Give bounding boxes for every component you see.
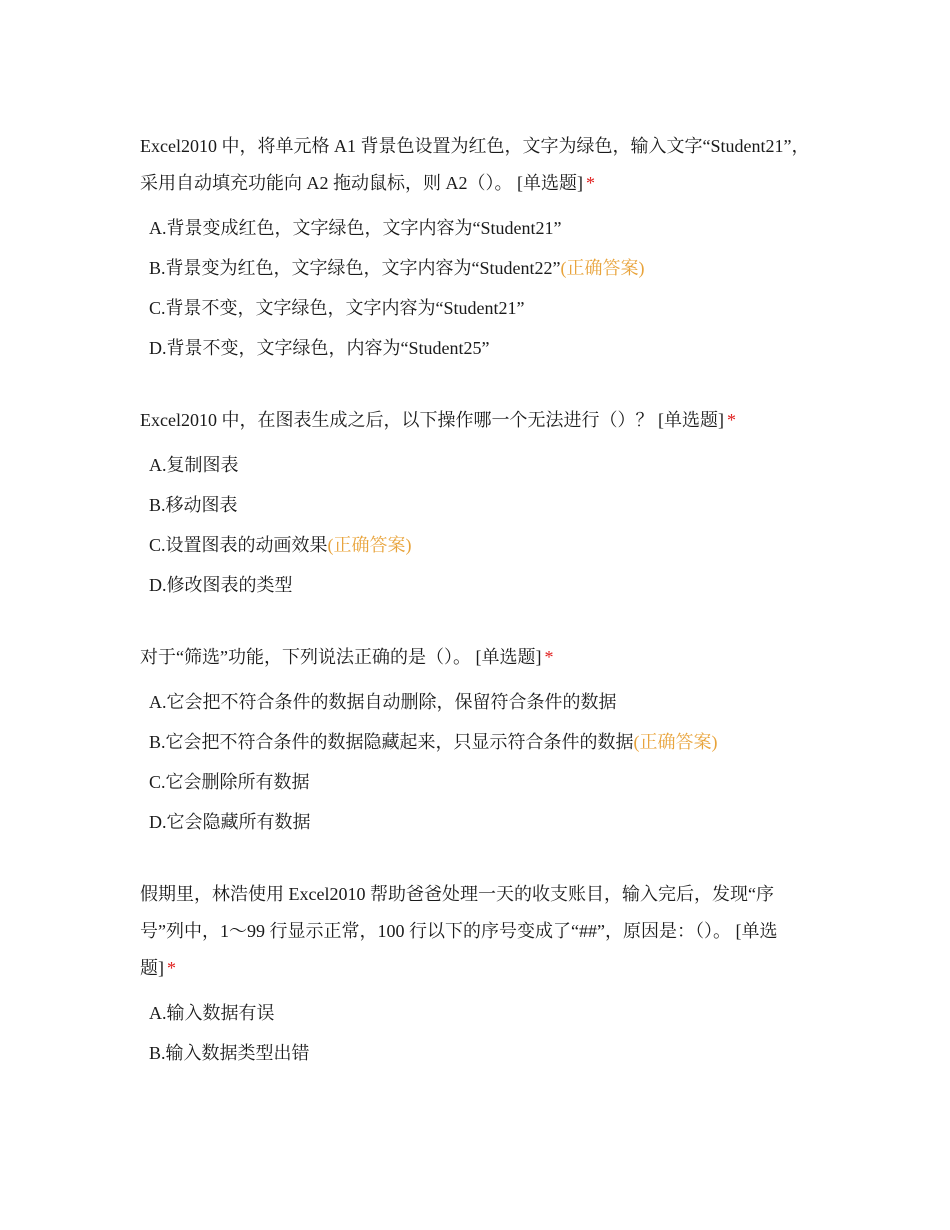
option-list: [140, 445, 810, 605]
option-text: B.输入数据类型出错: [149, 1043, 310, 1063]
option-list: [140, 682, 810, 842]
option-b[interactable]: [149, 1033, 810, 1073]
option-c[interactable]: [149, 525, 810, 565]
question-stem: [140, 402, 810, 439]
question-stem: [140, 876, 810, 987]
option-d[interactable]: [149, 802, 810, 842]
question-type-label: [单选题]: [140, 921, 778, 978]
required-mark: *: [726, 410, 736, 430]
option-text: C.它会删除所有数据: [149, 772, 310, 792]
option-text: D.修改图表的类型: [149, 575, 293, 595]
option-list: [140, 208, 810, 368]
option-text: A.复制图表: [149, 455, 239, 475]
question-text: Excel2010 中，在图表生成之后，以下操作哪一个无法进行（）？: [140, 410, 654, 430]
required-mark: *: [167, 958, 176, 978]
option-text: B.它会把不符合条件的数据隐藏起来，只显示符合条件的数据: [149, 732, 634, 752]
option-text: B.移动图表: [149, 495, 238, 515]
option-text: A.输入数据有误: [149, 1003, 275, 1023]
option-text: D.它会隐藏所有数据: [149, 812, 311, 832]
question-type-label: [单选题]: [517, 173, 583, 193]
question-text: Excel2010 中，将单元格 A1 背景色设置为红色，文字为绿色，输入文字“Student21”，采用自动填充功能向 A2 拖动鼠标，则 A2（）。: [140, 136, 810, 193]
option-text: B.背景变为红色，文字绿色，文字内容为“Student22”: [149, 258, 561, 278]
option-list: [140, 993, 810, 1073]
question-4: [140, 876, 810, 1073]
correct-answer-mark: (正确答案): [560, 258, 645, 278]
required-mark: *: [586, 173, 595, 193]
option-a[interactable]: [149, 682, 810, 722]
question-text: 对于“筛选”功能，下列说法正确的是（）。: [140, 647, 471, 667]
option-d[interactable]: [149, 565, 810, 605]
option-b[interactable]: [149, 248, 810, 288]
question-type-label: [单选题]: [475, 647, 542, 667]
correct-answer-mark: (正确答案): [327, 535, 412, 555]
option-text: D.背景不变，文字绿色，内容为“Student25”: [149, 338, 490, 358]
option-b[interactable]: [149, 722, 810, 762]
question-2: [140, 402, 810, 605]
question-text: 假期里，林浩使用 Excel2010 帮助爸爸处理一天的收支账目，输入完后，发现“序号”列中，1～99 行显示正常，100 行以下的序号变成了“##”，原因是：（）。: [140, 884, 774, 941]
question-stem: [140, 128, 810, 202]
option-a[interactable]: [149, 208, 810, 248]
option-b[interactable]: [149, 485, 810, 525]
option-text: C.设置图表的动画效果: [149, 535, 328, 555]
option-text: C.背景不变，文字绿色，文字内容为“Student21”: [149, 298, 525, 318]
option-a[interactable]: [149, 993, 810, 1033]
option-text: A.背景变成红色，文字绿色，文字内容为“Student21”: [149, 218, 562, 238]
option-d[interactable]: [149, 328, 810, 368]
question-1: [140, 128, 810, 368]
correct-answer-mark: (正确答案): [633, 732, 718, 752]
question-stem: [140, 639, 810, 676]
questionnaire-page: [140, 128, 810, 1107]
option-text: A.它会把不符合条件的数据自动删除，保留符合条件的数据: [149, 692, 617, 712]
option-c[interactable]: [149, 762, 810, 802]
option-a[interactable]: [149, 445, 810, 485]
question-type-label: [单选题]: [657, 410, 724, 430]
option-c[interactable]: [149, 288, 810, 328]
question-3: [140, 639, 810, 842]
required-mark: *: [544, 647, 554, 667]
